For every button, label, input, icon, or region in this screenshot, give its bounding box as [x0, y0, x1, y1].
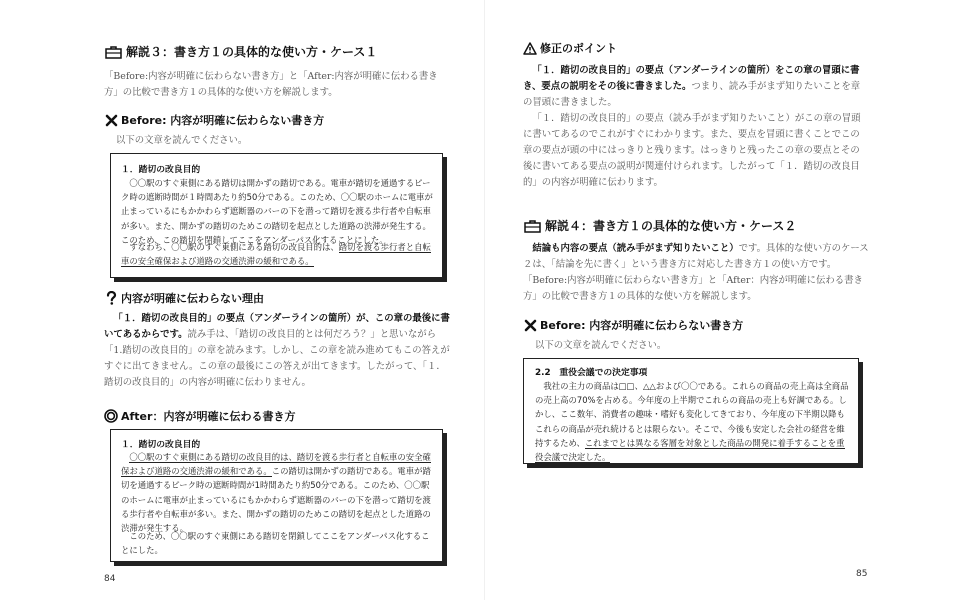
after-box-body: [121, 450, 434, 535]
cross-icon: [104, 113, 118, 127]
before-lead-2: 以下の文章を読んでください。: [535, 340, 667, 351]
after-box-title: １．踏切の改良目的: [121, 440, 201, 450]
section-4-key: 結論も内容の要点（読み手がまず知りたいこと）: [532, 243, 739, 254]
before-box-text-2: 我社の主力の商品は□□、△△および〇〇である。これらの商品の売上高は全商品の売上高の70%を占める。今年度の上半期でこれらの商品の売上も好調である。しかし、ここ数年、消費者の趣味・嗜好も変化してきており、今年度の下半期以降もこれらの商品が売れ続けるとは限らない。そこで、今後も安定した会社の経営を維持するため、: [535, 381, 849, 448]
before-example-box: [110, 153, 443, 278]
section-3-heading: [104, 43, 377, 60]
before-box-key-point: 踏切を渡る歩行者と自転車の安全確保および道路の交通渋滞の緩和である。: [121, 242, 431, 267]
question-icon: [104, 291, 118, 305]
before-box-key-point-2: これまでとは異なる客層を対象とした商品の開発に着手することを重役会議で決定した。: [535, 437, 845, 463]
cross-icon: [523, 318, 537, 332]
right-page: [485, 0, 970, 600]
before-heading-2: [523, 317, 743, 333]
after-example-box: [110, 429, 443, 562]
reason-heading: [104, 290, 264, 306]
section-3-title: 解説３：書き方１の具体的な使い方・ケース１: [126, 45, 378, 59]
before-heading: [104, 112, 324, 128]
toolbox-icon: [523, 218, 541, 234]
toolbox-icon: [104, 44, 122, 60]
check-circle-icon: [104, 409, 118, 423]
section-4-paragraph: [523, 241, 869, 305]
point-key: 「１．踏切の改良目的」の要点（アンダーラインの箇所）をこの章の冒頭に書き、要点の説明をその後に書きました。: [523, 65, 860, 92]
after-heading: [104, 408, 295, 424]
before-title: Before: 内容が明確に伝わらない書き方: [121, 114, 325, 127]
reason-paragraph: [104, 311, 450, 391]
after-box-conclusion: このため、〇〇駅のすぐ東側にある踏切を閉鎖してここをアンダーパス化することにした。: [121, 531, 430, 556]
point-title: 修正のポイント: [540, 42, 617, 55]
before-box-title: １．踏切の改良目的: [121, 165, 201, 175]
before-box-title-2: 2.2 重役会議での決定事項: [535, 368, 648, 378]
before-box-conclusion: [121, 240, 434, 268]
before-box-conclusion-lead: すなわち、〇〇駅のすぐ東側にある踏切の改良目的は、: [129, 242, 339, 252]
warning-icon: [523, 41, 537, 55]
before-box-body-2: [535, 379, 851, 464]
page-number: 84: [104, 574, 116, 584]
point-heading: [523, 40, 617, 56]
before-example-box-2: [523, 358, 859, 464]
reason-key: 「１．踏切の改良目的」の要点（アンダーラインの箇所）が、この章の最後に書いてあるからです。: [104, 313, 450, 340]
section-4-rest: です。具体的な使い方のケース２は、「結論を先に書く」という書き方に対応した書き方１の使い方です。「Before:内容が明確に伝わらない書き方」と「After：内容が明確に伝わる書き方」の比較で書き方１の具体的な使い方を解説します。: [523, 243, 869, 302]
after-box-explanation: この踏切は開かずの踏切である。電車が踏切を通過するピーク時の遮断時間が1時間あたり約50分である。このため、〇〇駅のホームに電車が止まっているにもかかわらず遮断器のバーの下を潜って踏切を渡る歩行者や自転車が多い。また、開かずの踏切のためこの踏切を起点とした道路の渋滞が発生する。: [121, 466, 431, 534]
page-number: 85: [856, 569, 868, 579]
point-rest: つまり、読み手がまず知りたいことを章の冒頭に書きました。: [523, 81, 861, 108]
reason-rest: 読み手は、「踏切の改良目的とは何だろう？」と思いながら「1.踏切の改良目的」の章を読みます。しかし、この章を読み進めてもこの答えがすぐに出てきません。この章の最後にこの答えが出てきます。したがって、「１．踏切の改良目的」の内容が明確に伝わりません。: [104, 329, 450, 388]
section-4-title: 解説４：書き方１の具体的な使い方・ケース２: [545, 219, 797, 233]
after-box-key-point: 〇〇駅のすぐ東側にある踏切の改良目的は、踏切を渡る歩行者と自転車の安全確保および道路の交通渋滞の緩和である。: [121, 452, 431, 477]
reason-title: 内容が明確に伝わらない理由: [121, 292, 264, 305]
before-box-body: 〇〇駅のすぐ東側にある踏切は開かずの踏切である。電車が踏切を通過するピーク時の遮断時間が１時間あたり約50分である。このため、〇〇駅のホームに電車が止まっているにもかかわらず遮断器のバーの下を潜って踏切を渡る歩行者や自転車が多い。また、開かずの踏切のためこの踏切を起点とした道路の渋滞が発生する。このため、この踏切を閉鎖してここをアンダーパス化することにした。: [121, 178, 433, 245]
before-title-2: Before: 内容が明確に伝わらない書き方: [540, 319, 744, 332]
section-4-heading: [523, 217, 796, 234]
before-lead: 以下の文章を読んでください。: [116, 135, 248, 146]
point-paragraph-1: [523, 63, 869, 111]
point-paragraph-2: 「１．踏切の改良目的」の要点（読み手がまず知りたいこと）がこの章の冒頭に書いてあるのでこれがすぐにわかります。また、要点を冒頭に書くことでこの章の要点が頭の中にはっきりと残ります。はっきりと残ったこの章の要点とその後に書いてある要点の説明が関連付けられます。したがって「１．踏切の改良目的」の内容が明確に伝わります。: [523, 113, 861, 188]
section-3-intro: 「Before:内容が明確に伝わらない書き方」と「After:内容が明確に伝わる書き方」の比較で書き方１の具体的な使い方を解説します。: [104, 71, 438, 98]
after-title: After：内容が明確に伝わる書き方: [121, 410, 296, 423]
